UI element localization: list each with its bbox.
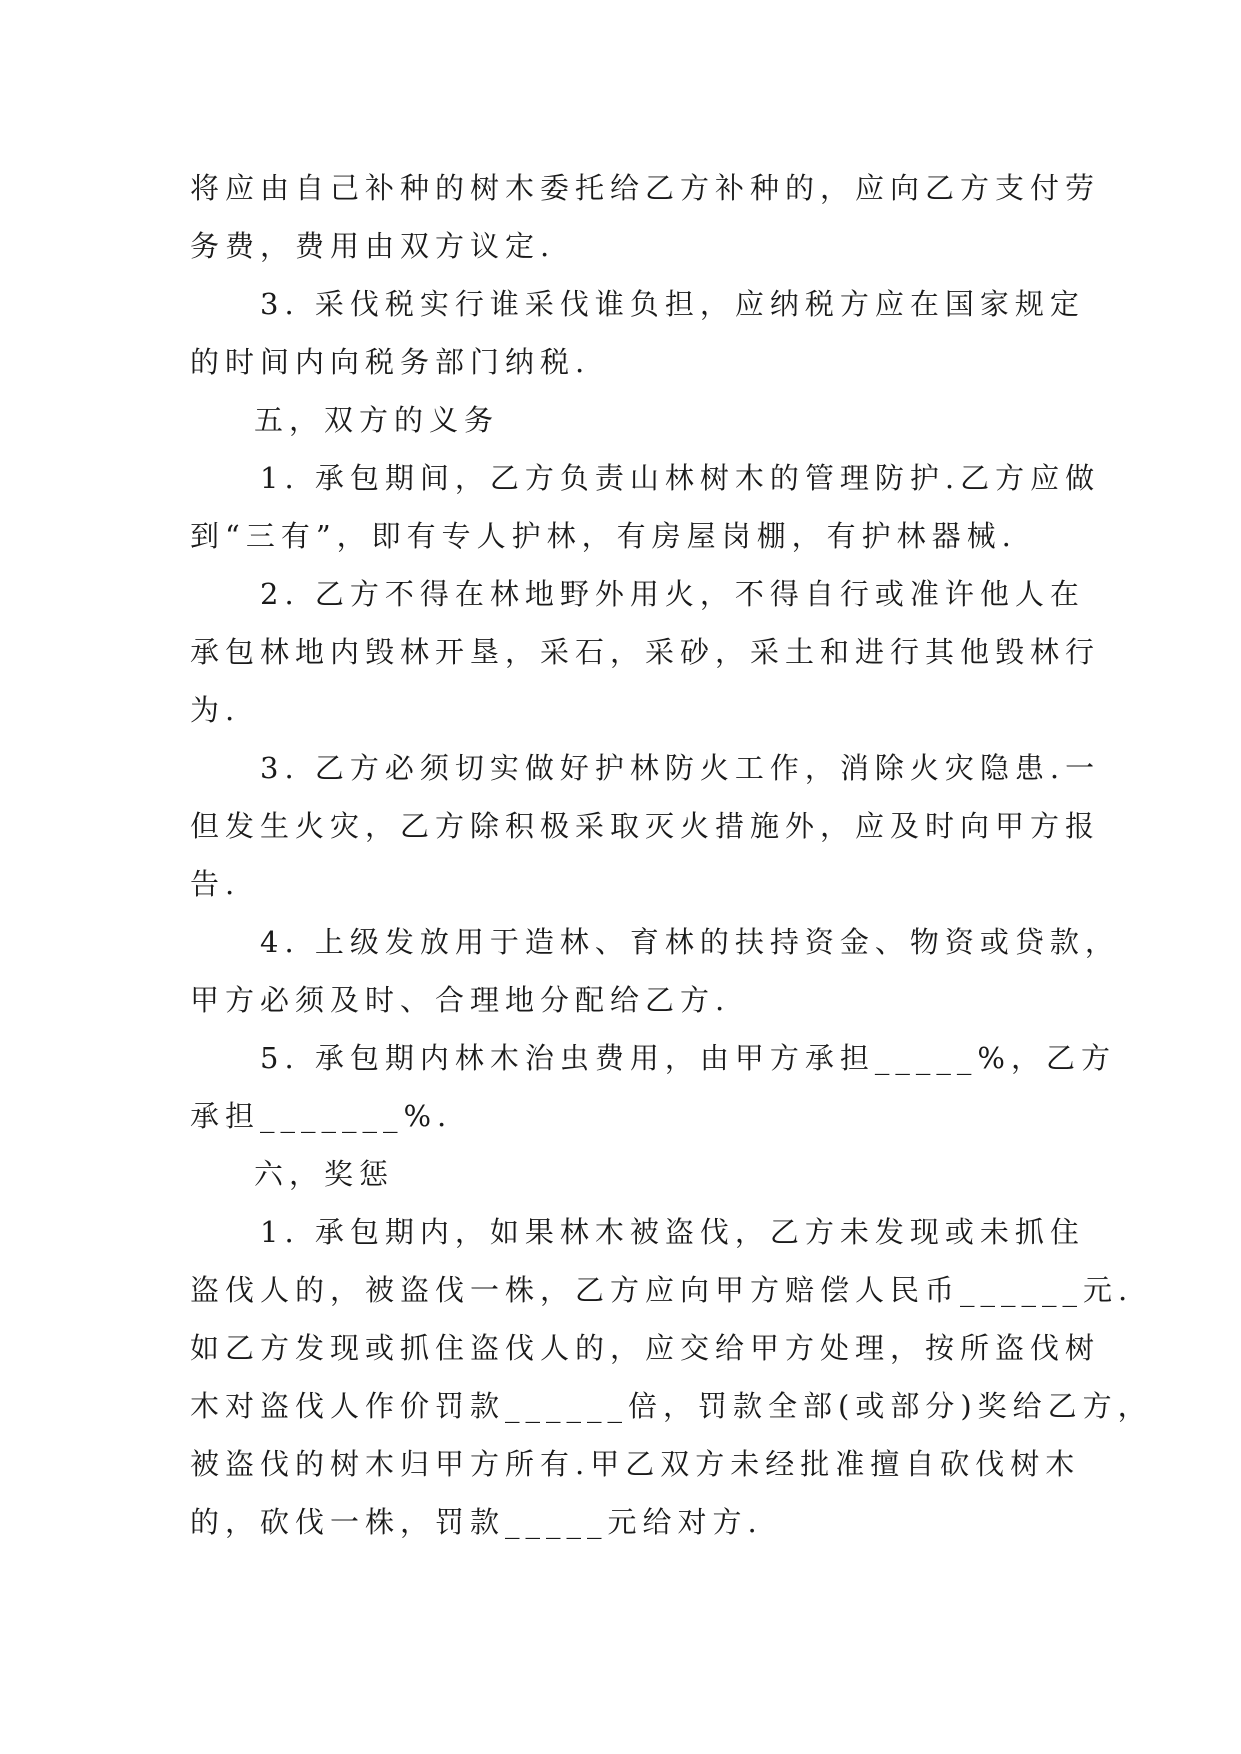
document-body	[190, 159, 1153, 1551]
clause-5-5: 5. 承包期内林木治虫费用，由甲方承担_____%，乙方	[260, 1041, 1116, 1075]
clause-6-1: 1. 承包期内，如果林木被盗伐，乙方未发现或未抓住	[260, 1215, 1085, 1249]
text-line: 如乙方发现或抓住盗伐人的，应交给甲方处理，按所盗伐树	[190, 1331, 1101, 1365]
text-line: 木对盗伐人作价罚款______倍，罚款全部(或部分)奖给乙方，	[190, 1389, 1153, 1423]
text-line: 的，砍伐一株，罚款_____元给对方.	[190, 1505, 763, 1539]
text-line: 但发生火灾，乙方除积极采取灭火措施外，应及时向甲方报	[190, 809, 1101, 843]
clause-5-1: 1. 承包期间，乙方负责山林树木的管理防护.乙方应做	[260, 461, 1101, 495]
clause-5-4: 4. 上级发放用于造林、育林的扶持资金、物资或贷款，	[260, 925, 1120, 959]
text-line: 甲方必须及时、合理地分配给乙方.	[190, 983, 731, 1017]
text-line: 务费，费用由双方议定.	[190, 229, 556, 263]
text-line: 将应由自己补种的树木委托给乙方补种的，应向乙方支付劳	[190, 171, 1101, 205]
text-line: 盗伐人的，被盗伐一株，乙方应向甲方赔偿人民币______元.	[190, 1273, 1134, 1307]
text-line: 到“三有”，即有专人护林，有房屋岗棚，有护林器械.	[190, 519, 1017, 553]
text-line: 告.	[190, 867, 241, 901]
text-line: 的时间内向税务部门纳税.	[190, 345, 591, 379]
text-line: 为.	[190, 693, 241, 727]
section-heading-6: 六，奖惩	[254, 1157, 395, 1191]
text-line: 承包林地内毁林开垦，采石，采砂，采土和进行其他毁林行	[190, 635, 1101, 669]
clause-5-3: 3. 乙方必须切实做好护林防火工作，消除火灾隐患.一	[260, 751, 1101, 785]
text-line: 承担_______%.	[190, 1099, 453, 1133]
clause-4-3: 3. 采伐税实行谁采伐谁负担，应纳税方应在国家规定	[260, 287, 1085, 321]
text-line: 被盗伐的树木归甲方所有.甲乙双方未经批准擅自砍伐树木	[190, 1447, 1081, 1481]
clause-5-2: 2. 乙方不得在林地野外用火，不得自行或准许他人在	[260, 577, 1085, 611]
section-heading-5: 五，双方的义务	[254, 403, 500, 437]
